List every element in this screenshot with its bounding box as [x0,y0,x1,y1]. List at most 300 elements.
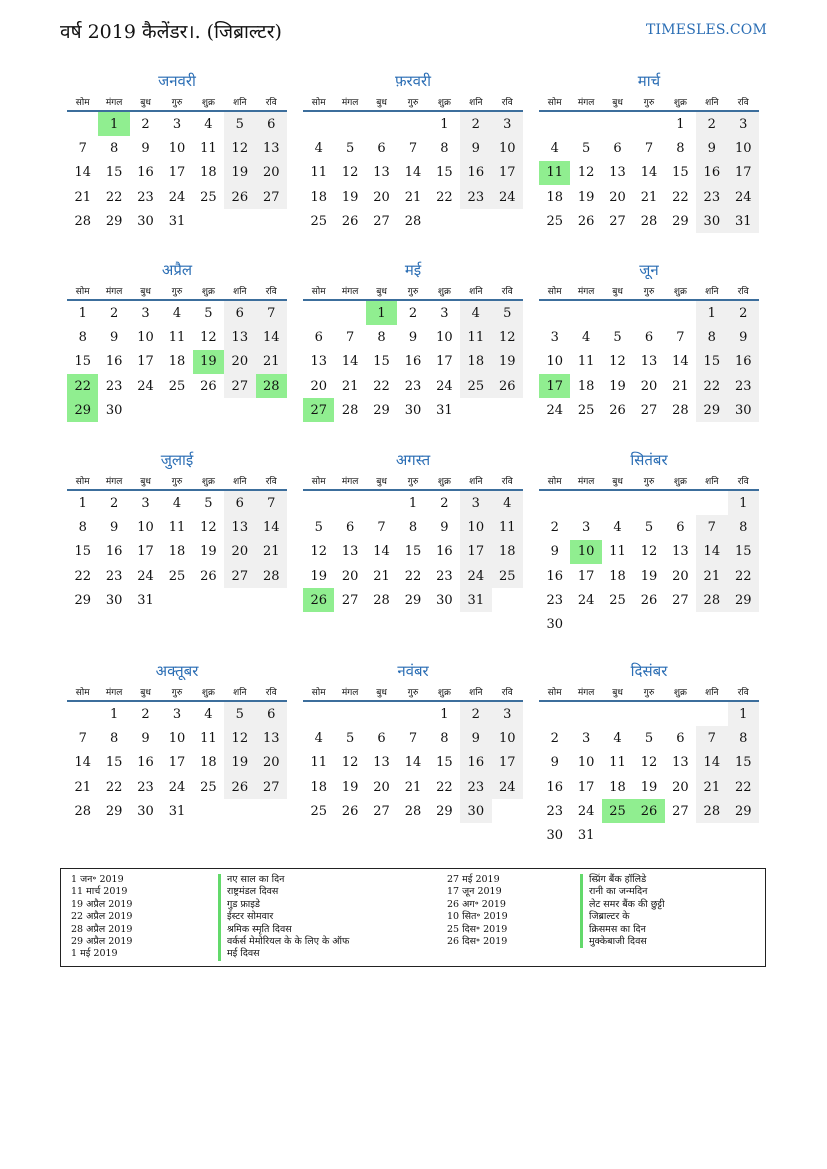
day-cell: 23 [546,592,563,608]
month-block [539,70,759,233]
legend-dates-right [447,874,508,948]
day-cell: 21 [672,378,689,394]
day-cell: 18 [546,189,563,205]
day-cell: 22 [373,378,390,394]
weekday-header: रवि [256,682,287,701]
day-cell: 24 [168,779,186,795]
day-cell: 30 [105,402,123,418]
day-cell: 1 [676,116,685,132]
empty-cell [492,209,523,233]
day-cell: 10 [137,329,154,345]
day-cell: 21 [640,189,658,205]
day-cell: 16 [105,354,123,370]
day-cell: 4 [172,495,182,511]
day-cell: 27 [303,398,334,422]
day-cell: 24 [577,803,595,819]
day-cell: 11 [310,165,327,181]
day-cell: 31 [168,803,186,819]
day-cell: 22 [696,374,727,398]
empty-cell [224,398,255,422]
legend-entry: नए साल का दिन [218,874,349,886]
day-cell: 2 [141,706,150,722]
day-cell: 19 [492,350,523,374]
day-cell: 3 [581,730,591,746]
day-cell: 13 [672,544,689,560]
day-cell: 19 [200,544,217,560]
day-cell: 16 [137,165,154,181]
day-cell: 5 [492,300,523,325]
day-cell: 10 [460,515,491,539]
weekday-header: शनि [460,682,491,701]
day-cell: 23 [696,185,727,209]
legend-entry: 11 मार्च 2019 [71,886,128,898]
day-cell: 21 [341,378,359,394]
day-cell: 21 [696,775,727,799]
month-table [539,682,759,848]
day-cell: 7 [408,140,418,156]
day-cell: 30 [436,592,453,608]
empty-cell [303,300,334,325]
weekday-header: शुक्र [193,471,224,490]
day-cell: 25 [460,374,491,398]
day-cell: 19 [341,779,359,795]
day-cell: 4 [314,730,323,746]
legend-entry: 19 अप्रैल 2019 [71,898,133,910]
day-cell: 23 [460,775,491,799]
day-cell: 25 [492,564,523,588]
day-cell: 16 [404,354,422,370]
day-cell: 7 [78,730,87,746]
day-cell: 30 [546,617,563,633]
day-cell: 9 [440,519,449,535]
empty-cell [256,209,287,233]
empty-cell [728,612,759,636]
day-cell: 23 [728,374,759,398]
day-cell: 15 [728,751,759,775]
empty-cell [161,398,192,422]
weekday-header: मंगल [98,682,129,701]
day-cell: 26 [224,775,255,799]
weekday-header: सोम [539,471,570,490]
day-cell: 8 [728,726,759,750]
day-cell: 17 [728,161,759,185]
day-cell: 24 [460,564,491,588]
empty-cell [696,490,727,515]
weekday-header: रवि [728,471,759,490]
weekday-header: रवि [728,281,759,300]
day-cell: 6 [676,519,685,535]
empty-cell [665,300,696,325]
day-cell: 26 [303,588,334,612]
day-cell: 5 [613,329,622,345]
day-cell: 26 [577,213,595,229]
day-cell: 6 [676,730,685,746]
day-cell: 20 [256,751,287,775]
day-cell: 14 [672,354,689,370]
day-cell: 13 [373,165,390,181]
weekday-header: शनि [696,682,727,701]
weekday-header: शुक्र [193,92,224,111]
weekday-header: रवि [256,92,287,111]
day-cell: 26 [200,378,217,394]
day-cell: 5 [644,519,654,535]
holiday-legend [60,868,766,967]
day-cell: 18 [492,540,523,564]
weekday-header: बुध [130,471,161,490]
weekday-header: शनि [224,471,255,490]
weekday-header: मंगल [334,471,365,490]
day-cell: 3 [550,329,559,345]
legend-entry: 25 दिस॰ 2019 [447,923,508,935]
day-cell: 8 [696,325,727,349]
day-cell: 8 [377,329,386,345]
weekday-header: मंगल [334,682,365,701]
day-cell: 20 [373,189,390,205]
day-cell: 27 [373,213,390,229]
weekday-header: बुध [366,92,397,111]
day-cell: 6 [613,140,622,156]
day-cell: 9 [550,755,559,771]
day-cell: 6 [314,329,323,345]
legend-entry: 28 अप्रैल 2019 [71,923,133,935]
month-name: अक्तूबर [155,662,199,680]
day-cell: 24 [728,185,759,209]
weekday-header: रवि [492,281,523,300]
weekday-header: सोम [539,682,570,701]
day-cell: 3 [728,111,759,136]
day-cell: 24 [492,185,523,209]
day-cell: 28 [640,213,658,229]
empty-cell [665,490,696,515]
weekday-header: बुध [602,471,633,490]
day-cell: 13 [640,354,658,370]
day-cell: 14 [696,751,727,775]
day-cell: 15 [373,354,390,370]
site-brand-link[interactable]: TIMESLES.COM [646,22,767,38]
day-cell: 28 [74,213,91,229]
weekday-header: बुध [366,471,397,490]
day-cell: 27 [672,592,689,608]
month-table [539,92,759,233]
month-table [67,281,287,422]
weekday-header: शुक्र [193,281,224,300]
day-cell: 14 [696,540,727,564]
empty-cell [602,823,633,847]
legend-entry: श्रमिक स्मृति दिवस [218,924,349,936]
day-cell: 10 [436,329,453,345]
day-cell: 27 [256,775,287,799]
legend-entry: राष्ट्रमंडल दिवस [218,886,349,898]
weekday-header: बुध [130,682,161,701]
empty-cell [366,111,397,136]
day-cell: 7 [676,329,685,345]
empty-cell [366,490,397,515]
legend-entry: जिब्राल्टर के [580,911,665,923]
month-name: मार्च [637,72,661,90]
empty-cell [665,701,696,726]
day-cell: 29 [105,213,123,229]
month-table [303,281,523,422]
weekday-header: गुरु [633,471,664,490]
empty-cell [460,209,491,233]
day-cell: 16 [460,161,491,185]
month-block [303,259,523,422]
day-cell: 20 [224,350,255,374]
day-cell: 4 [613,730,622,746]
day-cell: 8 [728,515,759,539]
weekday-header: बुध [602,682,633,701]
day-cell: 13 [373,755,390,771]
empty-cell [539,111,570,136]
day-cell: 27 [341,592,359,608]
day-cell: 18 [577,378,595,394]
day-cell: 10 [577,755,595,771]
day-cell: 10 [168,730,186,746]
empty-cell [570,612,601,636]
day-cell: 9 [141,140,150,156]
day-cell: 1 [440,706,449,722]
day-cell: 30 [546,828,563,844]
weekday-header: सोम [67,471,98,490]
weekday-header: मंगल [98,281,129,300]
weekday-header: शुक्र [193,682,224,701]
day-cell: 5 [204,495,213,511]
day-cell: 7 [78,140,87,156]
month-name: जुलाई [160,451,194,469]
legend-entry: वर्कर्स मेमोरियल के के लिए के ऑफ [218,936,349,948]
day-cell: 2 [460,111,491,136]
weekday-header: गुरु [397,682,428,701]
legend-entry: रानी का जन्मदिन [580,886,665,898]
day-cell: 29 [728,799,759,823]
day-cell: 22 [728,564,759,588]
day-cell: 2 [141,116,150,132]
day-cell: 8 [440,730,449,746]
day-cell: 22 [728,775,759,799]
month-block [303,449,523,612]
day-cell: 14 [341,354,359,370]
day-cell: 16 [696,161,727,185]
day-cell: 27 [224,374,255,398]
day-cell: 29 [404,592,422,608]
day-cell: 28 [256,374,287,398]
weekday-header: शनि [696,471,727,490]
day-cell: 15 [728,540,759,564]
day-cell: 6 [644,329,654,345]
day-cell: 17 [460,540,491,564]
day-cell: 28 [74,803,91,819]
day-cell: 11 [200,140,217,156]
day-cell: 29 [728,588,759,612]
empty-cell [492,398,523,422]
day-cell: 12 [341,755,359,771]
day-cell: 26 [224,185,255,209]
day-cell: 18 [310,189,327,205]
day-cell: 30 [460,799,491,823]
day-cell: 24 [137,378,154,394]
day-cell: 7 [696,515,727,539]
empty-cell [633,490,664,515]
weekday-header: शनि [696,281,727,300]
weekday-header: सोम [303,682,334,701]
day-cell: 16 [436,544,453,560]
day-cell: 3 [141,305,150,321]
weekday-header: सोम [303,281,334,300]
day-cell: 3 [172,116,182,132]
empty-cell [334,701,365,726]
day-cell: 2 [408,305,418,321]
day-cell: 12 [224,136,255,160]
day-cell: 21 [373,568,390,584]
day-cell: 19 [640,779,658,795]
empty-cell [193,588,224,612]
day-cell: 21 [256,540,287,564]
day-cell: 22 [436,779,453,795]
day-cell: 10 [492,136,523,160]
weekday-header: शुक्र [429,682,460,701]
day-cell: 17 [577,779,595,795]
weekday-header: मंगल [98,471,129,490]
day-cell: 30 [728,398,759,422]
day-cell: 7 [256,300,287,325]
day-cell: 26 [492,374,523,398]
day-cell: 18 [200,165,217,181]
day-cell: 27 [224,564,255,588]
day-cell: 20 [310,378,327,394]
day-cell: 13 [310,354,327,370]
day-cell: 22 [67,374,98,398]
empty-cell [224,799,255,823]
weekday-header: गुरु [161,471,192,490]
weekday-header: गुरु [397,92,428,111]
day-cell: 22 [105,779,123,795]
day-cell: 26 [633,799,664,823]
day-cell: 15 [696,350,727,374]
day-cell: 13 [256,726,287,750]
month-name: फ़रवरी [394,72,432,90]
day-cell: 2 [696,111,727,136]
day-cell: 3 [172,706,182,722]
legend-entry: 22 अप्रैल 2019 [71,911,133,923]
day-cell: 7 [377,519,386,535]
day-cell: 26 [640,592,658,608]
month-block [67,70,287,233]
day-cell: 30 [404,402,422,418]
day-cell: 19 [310,568,327,584]
day-cell: 27 [256,185,287,209]
legend-entry: 17 जून 2019 [447,886,502,898]
weekday-header: शनि [460,471,491,490]
day-cell: 29 [373,402,390,418]
empty-cell [492,799,523,823]
empty-cell [161,588,192,612]
day-cell: 3 [440,305,449,321]
day-cell: 28 [672,402,689,418]
legend-entry: 1 जन॰ 2019 [71,874,124,885]
day-cell: 11 [200,730,217,746]
month-name: नवंबर [397,662,429,680]
day-cell: 12 [224,726,255,750]
day-cell: 10 [570,540,601,564]
weekday-header: गुरु [633,92,664,111]
day-cell: 31 [728,209,759,233]
day-cell: 25 [200,779,217,795]
day-cell: 23 [105,378,123,394]
month-block [539,259,759,422]
legend-entry: 29 अप्रैल 2019 [71,935,133,947]
day-cell: 4 [581,329,591,345]
weekday-header: सोम [303,92,334,111]
day-cell: 11 [460,325,491,349]
day-cell: 15 [105,165,123,181]
day-cell: 7 [408,730,418,746]
legend-entry: 1 मई 2019 [71,948,118,960]
day-cell: 23 [546,803,563,819]
empty-cell [334,490,365,515]
day-cell: 29 [67,398,98,422]
empty-cell [67,701,98,726]
day-cell: 1 [109,706,119,722]
day-cell: 2 [109,495,119,511]
month-block [67,660,287,823]
weekday-header: शनि [224,281,255,300]
day-cell: 17 [168,165,186,181]
day-cell: 15 [436,165,453,181]
day-cell: 29 [436,803,453,819]
weekday-header: रवि [492,471,523,490]
day-cell: 25 [577,402,595,418]
day-cell: 6 [256,111,287,136]
day-cell: 20 [256,161,287,185]
month-block [539,449,759,637]
day-cell: 14 [74,755,91,771]
weekday-header: शनि [224,682,255,701]
day-cell: 15 [436,755,453,771]
day-cell: 4 [314,140,323,156]
day-cell: 3 [492,701,523,726]
day-cell: 21 [404,779,422,795]
day-cell: 10 [137,519,154,535]
day-cell: 16 [728,350,759,374]
day-cell: 27 [609,213,626,229]
weekday-header: शनि [460,92,491,111]
day-cell: 9 [550,544,559,560]
day-cell: 15 [404,544,422,560]
day-cell: 17 [492,751,523,775]
day-cell: 1 [366,300,397,325]
day-cell: 9 [460,726,491,750]
month-table [303,471,523,612]
weekday-header: मंगल [334,281,365,300]
empty-cell [570,490,601,515]
legend-entry: 26 अग॰ 2019 [447,898,506,910]
empty-cell [256,398,287,422]
day-cell: 3 [460,490,491,515]
weekday-header: बुध [602,281,633,300]
day-cell: 29 [672,213,689,229]
day-cell: 14 [640,165,658,181]
empty-cell [570,111,601,136]
day-cell: 20 [672,568,689,584]
day-cell: 17 [137,544,154,560]
day-cell: 11 [539,161,570,185]
empty-cell [696,612,727,636]
month-table [303,682,523,823]
day-cell: 9 [109,329,119,345]
day-cell: 6 [377,140,386,156]
day-cell: 5 [204,305,213,321]
day-cell: 1 [408,495,418,511]
